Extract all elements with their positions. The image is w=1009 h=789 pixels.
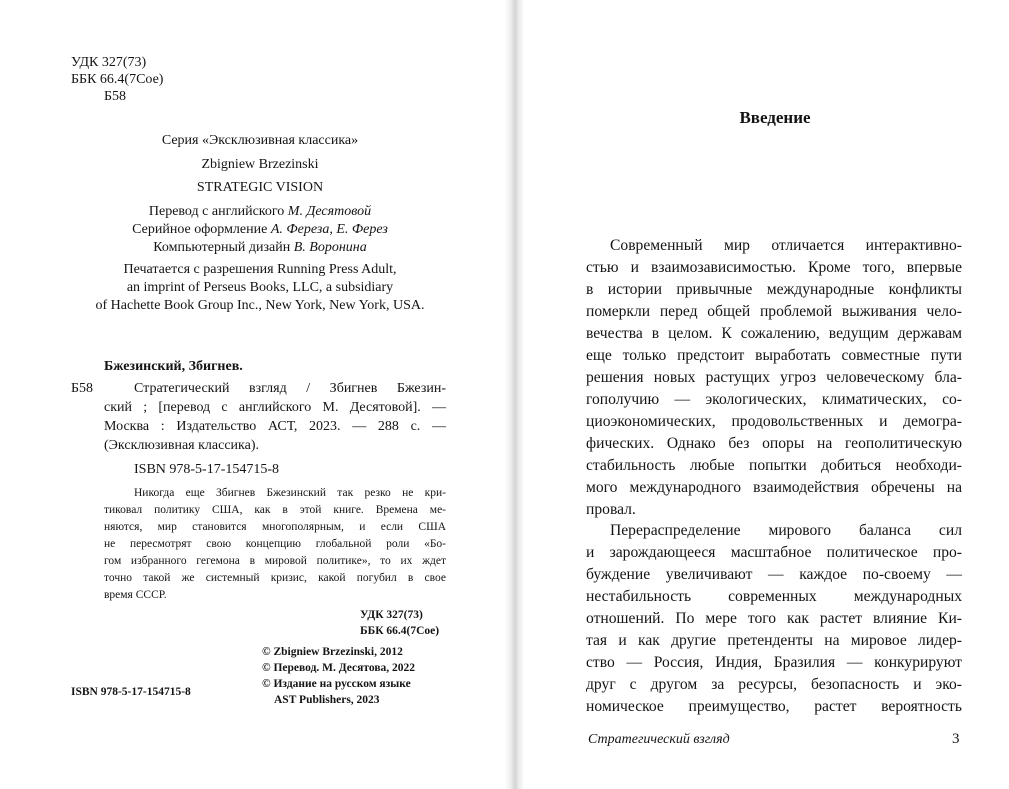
paragraph-line: в истории привычные международные конфликты [586, 281, 962, 298]
paragraph-line: отношений. По мере того как растет влияние Ки- [586, 610, 962, 627]
author-en: Zbigniew Brzezinski [201, 157, 319, 172]
paragraph-line: Перераспределение мирового баланса сил [610, 522, 962, 539]
permission-line: of Hachette Book Group Inc., New York, New York, USA. [95, 298, 425, 313]
paragraph-line: номическое преимущество, растет вероятность [586, 698, 962, 715]
computer-design-credit: Компьютерный дизайн В. Воронина [153, 240, 367, 255]
chapter-heading: Введение [739, 108, 811, 127]
series-line: Серия «Эксклюзивная классика» [161, 133, 359, 148]
translation-credit: Перевод с английского М. Десятовой [148, 204, 372, 219]
design-credit: Серийное оформление А. Фереза, Е. Ферез [132, 222, 388, 237]
annotation-line: не пересмотрят свою концепцию глобальной роли «Бо- [104, 538, 446, 550]
annotation-line: няются, мир становится многополярным, и если США [104, 521, 446, 533]
paragraph-line: тая и как другие претенденты на мировое лидер- [586, 632, 962, 649]
page-number: 3 [952, 731, 960, 747]
paragraph-line: и зарождающееся масштабное политическое про- [586, 544, 962, 561]
annotation-line: точно такой же системный кризис, какой погубил в свое [104, 572, 446, 584]
paragraph-line: циоэкономических, продовольственных и демогра- [586, 413, 962, 430]
paragraph-line: друг с другом за ресурсы, безопасность и эко- [586, 676, 962, 693]
isbn-main: ISBN 978-5-17-154715-8 [134, 462, 280, 477]
permission-line: an imprint of Perseus Books, LLC, a subsidiary [126, 280, 394, 295]
paragraph-line: стабильность любые попытки добиться необходи- [586, 457, 962, 474]
paragraph-line: стью и взаимозависимостью. Кроме того, впервые [586, 259, 962, 276]
paragraph-line: вечества в целом. К сожалению, ведущим державам [586, 325, 962, 342]
catalog-line: ский ; [перевод с английского М. Десятовой]. — [104, 400, 446, 415]
bbk-small: ББК 66.4(7Сое) [360, 625, 440, 637]
udk-small: УДК 327(73) [360, 609, 423, 621]
paragraph-line: буждение увеличивают — каждое по-своему — [586, 566, 962, 583]
annotation-line: Никогда еще Збигнев Бжезинский так резко не кри- [134, 487, 446, 499]
copyright-line: © Издание на русском языке [262, 678, 411, 690]
permission-line: Печатается с разрешения Running Press Adult, [123, 262, 397, 277]
paragraph-line: гополучию — экологических, климатических, со- [586, 391, 962, 408]
copyright-line: © Перевод. М. Десятова, 2022 [262, 662, 416, 674]
paragraph-line: Современный мир отличается интерактивно- [610, 237, 962, 254]
paragraph-line: решения новых растущих угроз человеческому бла- [586, 369, 962, 386]
running-footer: Стратегический взгляд [588, 732, 730, 747]
title-en: STRATEGIC VISION [196, 180, 324, 195]
catalog-line: Стратегический взгляд / Збигнев Бжезин- [134, 381, 446, 396]
catalog-line: (Эксклюзивная классика). [104, 438, 259, 453]
paragraph-line: еще только предстоит выработать совместные пути [586, 347, 962, 364]
author-code: Б58 [104, 89, 127, 104]
udk-code: УДК 327(73) [71, 55, 147, 70]
book-gutter [505, 0, 525, 789]
isbn-bottom: ISBN 978-5-17-154715-8 [71, 686, 191, 698]
annotation-line: время СССР. [104, 589, 167, 601]
paragraph-line: мого международного взаимодействия обречены на [586, 479, 962, 496]
paragraph-line: нестабильность современных международных [586, 588, 962, 605]
copyright-line: AST Publishers, 2023 [274, 694, 380, 706]
paragraph-line: фических. Однако без опоры на геополитическую [586, 435, 962, 452]
catalog-author: Бжезинский, Збигнев. [104, 359, 243, 374]
catalog-line: Москва : Издательство АСТ, 2023. — 288 с. — [104, 419, 446, 434]
catalog-code: Б58 [71, 381, 94, 396]
paragraph-line: провал. [586, 501, 636, 518]
annotation-line: гом избранного гегемона в мировой политике», то их ждет [104, 555, 446, 567]
bbk-code: ББК 66.4(7Сое) [71, 72, 164, 87]
paragraph-line: померкли перед общей проблемой выживания чело- [586, 303, 962, 320]
paragraph-line: ство — Россия, Индия, Бразилия — конкурируют [586, 654, 962, 671]
annotation-line: тиковал политику США, как в этой книге. Времена ме- [104, 504, 446, 516]
copyright-line: © Zbigniew Brzezinski, 2012 [262, 646, 403, 658]
